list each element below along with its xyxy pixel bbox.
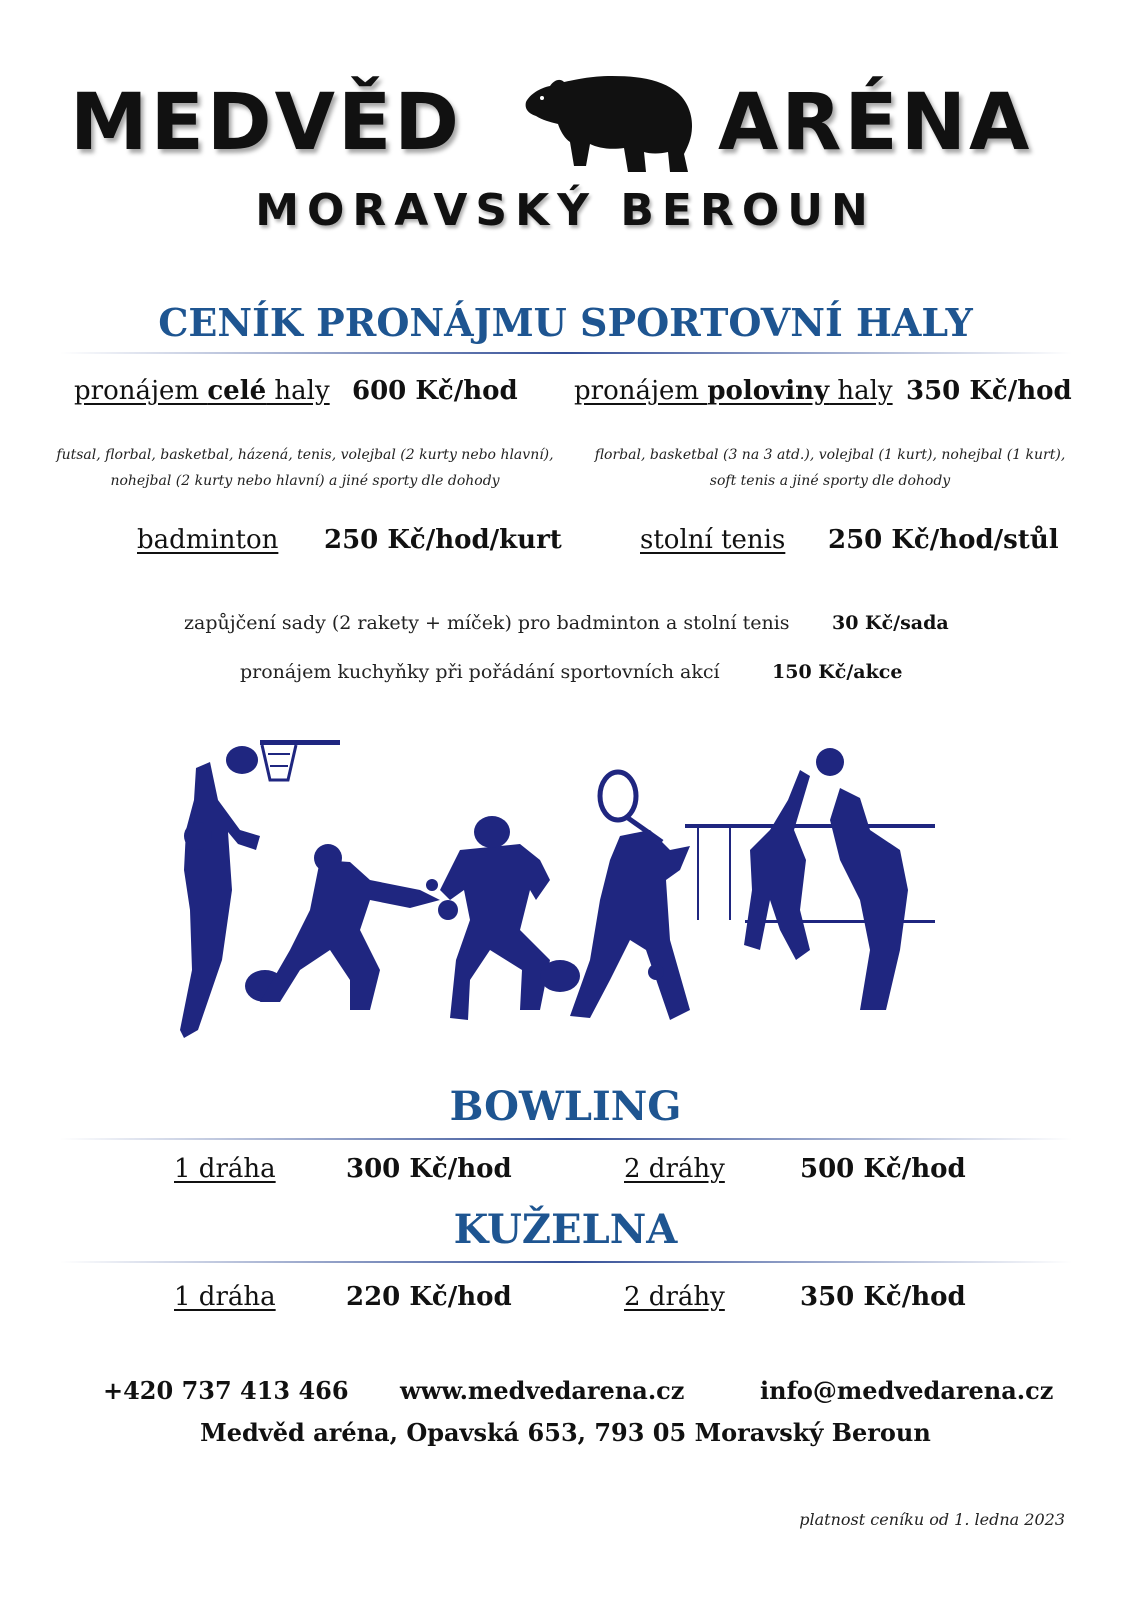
full-hall-note-line1: futsal, florbal, basketbal, házená, tenis, volejbal (2 kurty nebo hlavní), — [56, 447, 554, 463]
half-hall-price: 350 Kč/hod — [906, 376, 1072, 406]
full-hall-label-post: haly — [266, 376, 330, 406]
hall-title: CENÍK PRONÁJMU SPORTOVNÍ HALY — [158, 300, 973, 345]
kitchen-label: pronájem kuchyňky při pořádání sportovních akcí — [240, 661, 720, 683]
table-tennis-price: 250 Kč/hod/stůl — [828, 525, 1059, 555]
full-hall-label-bold: celé — [207, 376, 267, 406]
kuzelna-one-lane-label: 1 dráha — [174, 1282, 276, 1312]
kuzelna-one-lane-price: 220 Kč/hod — [346, 1282, 512, 1312]
brand-word-left: MEDVĚD — [70, 78, 463, 168]
sports-silhouettes-icon — [170, 740, 950, 1060]
half-hall-label-post: haly — [829, 376, 893, 406]
half-hall-note-line1: florbal, basketbal (3 na 3 atd.), volejbal (1 kurt), nohejbal (1 kurt), — [594, 447, 1066, 463]
address: Medvěd aréna, Opavská 653, 793 05 Moravský Beroun — [200, 1418, 931, 1447]
badminton-label: badminton — [137, 525, 279, 555]
half-hall-note-line2: soft tenis a jiné sporty dle dohody — [709, 473, 951, 489]
email-link[interactable]: info@medvedarena.cz — [760, 1376, 1054, 1405]
bowling-one-lane-label: 1 dráha — [174, 1154, 276, 1184]
kitchen-price: 150 Kč/akce — [772, 661, 903, 683]
kuzelna-title: KUŽELNA — [453, 1206, 678, 1253]
full-hall-label — [74, 376, 330, 406]
rental-set-label: zapůjčení sady (2 rakety + míček) pro badminton a stolní tenis — [184, 612, 790, 634]
full-hall-note-line2: nohejbal (2 kurty nebo hlavní) a jiné sporty dle dohody — [110, 473, 500, 489]
bowling-title: BOWLING — [449, 1083, 682, 1130]
bear-icon — [520, 68, 700, 178]
half-hall-label — [574, 376, 893, 406]
brand-word-right: ARÉNA — [718, 78, 1033, 168]
full-hall-label-pre: pronájem — [74, 376, 208, 406]
half-hall-note — [580, 442, 1080, 494]
phone[interactable]: +420 737 413 466 — [103, 1376, 349, 1405]
badminton-price: 250 Kč/hod/kurt — [324, 525, 562, 555]
validity-note: platnost ceníku od 1. ledna 2023 — [799, 1510, 1065, 1529]
table-tennis-label: stolní tenis — [640, 525, 786, 555]
divider — [60, 1261, 1072, 1263]
brand-subtitle: MORAVSKÝ BEROUN — [255, 185, 876, 236]
bowling-two-lanes-label: 2 dráhy — [624, 1154, 725, 1184]
divider — [60, 352, 1072, 354]
kuzelna-two-lanes-price: 350 Kč/hod — [800, 1282, 966, 1312]
bowling-two-lanes-price: 500 Kč/hod — [800, 1154, 966, 1184]
rental-set-price: 30 Kč/sada — [832, 612, 949, 634]
half-hall-label-pre: pronájem — [574, 376, 708, 406]
website-link[interactable]: www.medvedarena.cz — [400, 1376, 685, 1405]
half-hall-label-bold: poloviny — [707, 376, 830, 406]
bowling-one-lane-price: 300 Kč/hod — [346, 1154, 512, 1184]
kuzelna-two-lanes-label: 2 dráhy — [624, 1282, 725, 1312]
full-hall-note — [40, 442, 570, 494]
full-hall-price: 600 Kč/hod — [352, 376, 518, 406]
divider — [60, 1138, 1072, 1140]
